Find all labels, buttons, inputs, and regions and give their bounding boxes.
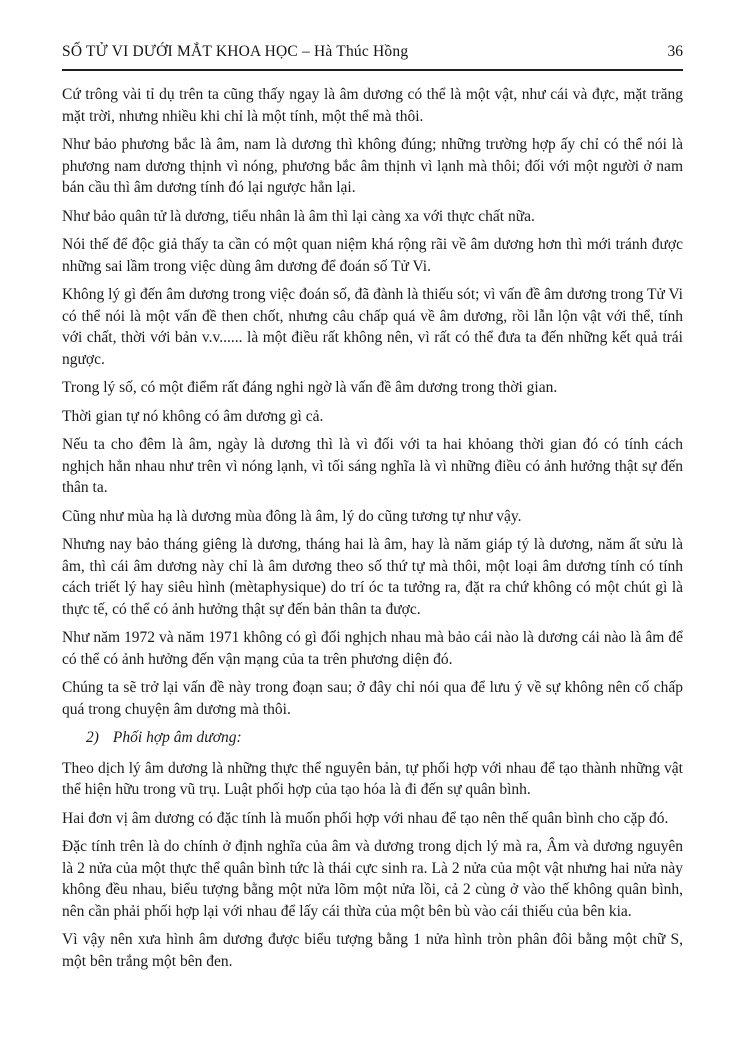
section-heading-label: Phối hợp âm dương: (112, 729, 242, 746)
paragraph: Nhưng nay bảo tháng giêng là dương, tháng hai là âm, hay là năm giáp tý là dương, năm ất sửu là âm, thì cái âm dương này chỉ là âm dương theo số thứ tự mà thôi, một loại âm dương tính có tính cách triết lý hay siêu hình (mètaphysique) do trí óc ta tưởng ra, đặt ra chứ không có một chút gì là thực tế, có thể có ảnh hưởng thật sự đến bản thân ta được. (62, 536, 683, 618)
section-heading (62, 727, 683, 749)
section-heading-number: 2) (86, 729, 99, 746)
paragraph: Nếu ta cho đêm là âm, ngày là dương thì là vì đối với ta hai khỏang thời gian đó có tính cách nghịch hẳn nhau như trên vì nóng lạnh, vì tối sáng nghĩa là vì những điều có ảnh hưởng thật sự đến thân ta. (62, 436, 683, 496)
paragraph: Hai đơn vị âm dương có đặc tính là muốn phối hợp với nhau để tạo nên thế quân bình cho cặp đó. (62, 809, 669, 827)
paragraph: Không lý gì đến âm dương trong việc đoán số, đã đành là thiếu sót; vì vấn đề âm dương trong Tử Vi có thể nói là một vấn đề then chốt, nhưng câu chấp quá về âm dương, rồi lẫn lộn vật với thể, tính với chất, thời với bản v.v...... là một điều rất không nên, vì rất có thể đưa ta đến những kết quả trái ngược. (62, 286, 683, 368)
paragraph: Như bảo quân tử là dương, tiểu nhân là âm thì lại càng xa với thực chất nữa. (62, 207, 535, 225)
paragraph: Cứ trông vài tỉ dụ trên ta cũng thấy ngay là âm dương có thể là một vật, như cái và đực, mặt trăng mặt trời, nhưng nhiều khi chỉ là một tính, một thể mà thôi. (62, 86, 683, 125)
page-number: 36 (667, 43, 683, 60)
paragraph: Như bảo phương bắc là âm, nam là dương thì không đúng; những trường hợp ấy chỉ có thể nói là phương nam dương thịnh vì nóng, phương bắc âm thịnh vì lạnh mà thôi; đối với một người ở nam bán cầu thì âm dương tính đó lại ngược hẳn lại. (62, 136, 683, 196)
paragraph: Thời gian tự nó không có âm dương gì cả. (62, 407, 324, 425)
paragraph: Cũng như mùa hạ là dương mùa đông là âm, lý do cũng tương tự như vậy. (62, 507, 522, 525)
document-body (62, 84, 683, 972)
paragraph: Theo dịch lý âm dương là những thực thể nguyên bản, tự phối hợp với nhau để tạo thành những vật thể hiện hữu trong vũ trụ. Luật phối hợp của tạo hóa là đi đến sự quân bình. (62, 759, 683, 798)
paragraph: Nói thế để độc giả thấy ta cần có một quan niệm khá rộng rãi về âm dương hơn thì mới tránh được những sai lầm trong việc dùng âm dương để đoán số Tử Vi. (62, 236, 683, 275)
header-rule (62, 69, 683, 71)
paragraph: Trong lý số, có một điểm rất đáng nghi ngờ là vấn đề âm dương trong thời gian. (62, 379, 558, 396)
paragraph: Đặc tính trên là do chính ở định nghĩa của âm và dương trong dịch lý mà ra, Âm và dương nguyên là 2 nửa của một thực thể quân bình tức là thái cực sinh ra. Là 2 nửa của một vật nhưng hai nửa này không đều nhau, biểu tượng bằng một nửa lõm một nửa lồi, cả 2 cùng ở vào thế không quân bình, nên cần phải phối hợp lại với nhau để lấy cái thừa của một bên bù vào cái thiếu của bên kia. (62, 838, 683, 920)
paragraph: Như năm 1972 và năm 1971 không có gì đối nghịch nhau mà bảo cái nào là dương cái nào là âm để có thể có ảnh hưởng đến vận mạng của ta trên phương diện đó. (62, 629, 683, 668)
book-title: SỐ TỬ VI DƯỚI MẮT KHOA HỌC – Hà Thúc Hồng (62, 43, 409, 60)
paragraph: Chúng ta sẽ trở lại vấn đề này trong đoạn sau; ở đây chỉ nói qua để lưu ý về sự không nên cố chấp quá trong chuyện âm dương mà thôi. (62, 679, 683, 718)
paragraph: Vì vậy nên xưa hình âm dương được biểu tượng bằng 1 nửa hình tròn phân đôi bằng một chữ S, một bên trắng một bên đen. (62, 931, 683, 970)
page-header (62, 42, 683, 62)
